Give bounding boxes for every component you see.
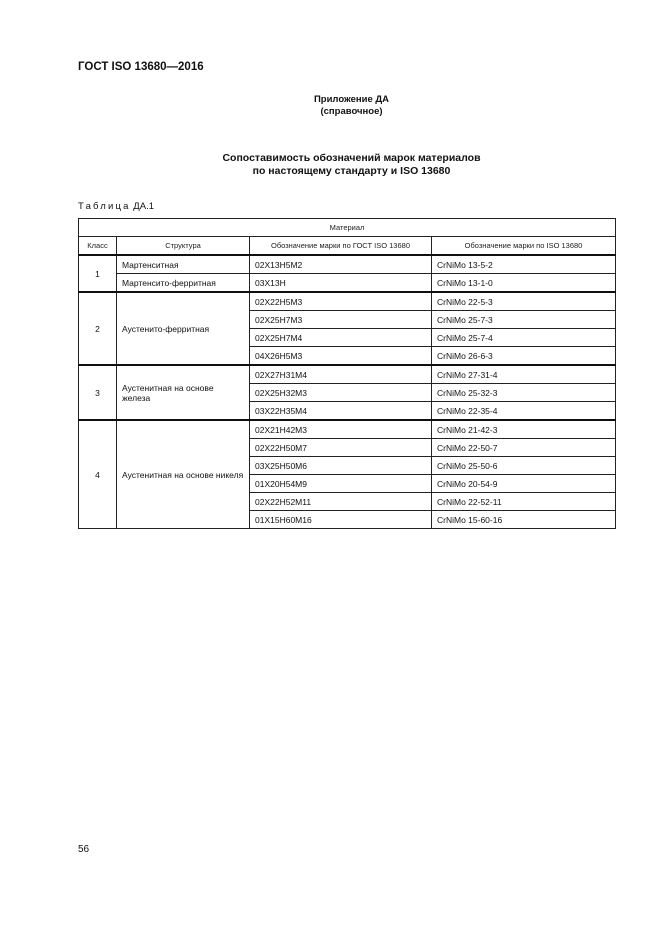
column-header-gost-grade: Обозначение марки по ГОСТ ISO 13680 bbox=[250, 237, 432, 256]
iso-grade-cell: CrNiMo 13-5-2 bbox=[432, 255, 616, 274]
page-number: 56 bbox=[78, 844, 90, 855]
structure-cell: Аустенитная на основе никеля bbox=[117, 420, 250, 529]
class-cell: 3 bbox=[79, 365, 117, 420]
gost-grade-cell: 01Х15Н60М16 bbox=[250, 511, 432, 529]
iso-grade-cell: CrNiMo 26-6-3 bbox=[432, 347, 616, 366]
iso-grade-cell: CrNiMo 22-50-7 bbox=[432, 439, 616, 457]
gost-grade-cell: 01Х20Н54М9 bbox=[250, 475, 432, 493]
table-row bbox=[79, 420, 616, 439]
table-caption-prefix: Таблица bbox=[78, 201, 131, 212]
gost-grade-cell: 02Х27Н31М4 bbox=[250, 365, 432, 384]
iso-grade-cell: CrNiMo 22-52-11 bbox=[432, 493, 616, 511]
material-group-header: Материал bbox=[79, 219, 616, 237]
annex-subtitle: (справочное) bbox=[320, 106, 383, 117]
iso-grade-cell: CrNiMo 27-31-4 bbox=[432, 365, 616, 384]
document-code: ГОСТ ISO 13680—2016 bbox=[78, 61, 204, 73]
table-caption bbox=[78, 201, 154, 212]
class-cell: 1 bbox=[79, 255, 117, 292]
iso-grade-cell: CrNiMo 22-5-3 bbox=[432, 292, 616, 311]
iso-grade-cell: CrNiMo 25-32-3 bbox=[432, 384, 616, 402]
structure-cell: Мартенсито-ферритная bbox=[117, 274, 250, 293]
section-title bbox=[0, 152, 661, 178]
section-title-line-2: по настоящему стандарту и ISO 13680 bbox=[252, 165, 451, 177]
gost-grade-cell: 02Х25Н32М3 bbox=[250, 384, 432, 402]
table-row bbox=[79, 365, 616, 384]
structure-cell: Мартенситная bbox=[117, 255, 250, 274]
table-row bbox=[79, 255, 616, 274]
gost-grade-cell: 03Х13Н bbox=[250, 274, 432, 293]
iso-grade-cell: CrNiMo 22-35-4 bbox=[432, 402, 616, 421]
gost-grade-cell: 02Х25Н7М4 bbox=[250, 329, 432, 347]
iso-grade-cell: CrNiMo 15-60-16 bbox=[432, 511, 616, 529]
gost-grade-cell: 02Х21Н42М3 bbox=[250, 420, 432, 439]
iso-grade-cell: CrNiMo 25-7-3 bbox=[432, 311, 616, 329]
column-header-class: Класс bbox=[79, 237, 117, 256]
section-title-line-1: Сопоставимость обозначений марок материалов bbox=[222, 152, 481, 164]
column-header-iso-grade: Обозначение марки по ISO 13680 bbox=[432, 237, 616, 256]
gost-grade-cell: 03Х22Н35М4 bbox=[250, 402, 432, 421]
structure-cell: Аустенито-ферритная bbox=[117, 292, 250, 365]
gost-grade-cell: 02Х22Н5М3 bbox=[250, 292, 432, 311]
table-caption-id: ДА.1 bbox=[133, 201, 154, 212]
gost-grade-cell: 02Х22Н50М7 bbox=[250, 439, 432, 457]
iso-grade-cell: CrNiMo 25-50-6 bbox=[432, 457, 616, 475]
gost-grade-cell: 02Х22Н52М11 bbox=[250, 493, 432, 511]
iso-grade-cell: CrNiMo 21-42-3 bbox=[432, 420, 616, 439]
structure-cell: Аустенитная на основе железа bbox=[117, 365, 250, 420]
gost-grade-cell: 03Х25Н50М6 bbox=[250, 457, 432, 475]
class-cell: 4 bbox=[79, 420, 117, 529]
annex-heading bbox=[0, 94, 661, 118]
gost-grade-cell: 02Х25Н7М3 bbox=[250, 311, 432, 329]
class-cell: 2 bbox=[79, 292, 117, 365]
gost-grade-cell: 04Х26Н5М3 bbox=[250, 347, 432, 366]
grade-comparison-table bbox=[78, 218, 616, 529]
iso-grade-cell: CrNiMo 20-54-9 bbox=[432, 475, 616, 493]
annex-title: Приложение ДА bbox=[313, 94, 390, 105]
table-row bbox=[79, 274, 616, 293]
table-row bbox=[79, 292, 616, 311]
gost-grade-cell: 02Х13Н5М2 bbox=[250, 255, 432, 274]
iso-grade-cell: CrNiMo 13-1-0 bbox=[432, 274, 616, 293]
iso-grade-cell: CrNiMo 25-7-4 bbox=[432, 329, 616, 347]
column-header-structure: Структура bbox=[117, 237, 250, 256]
